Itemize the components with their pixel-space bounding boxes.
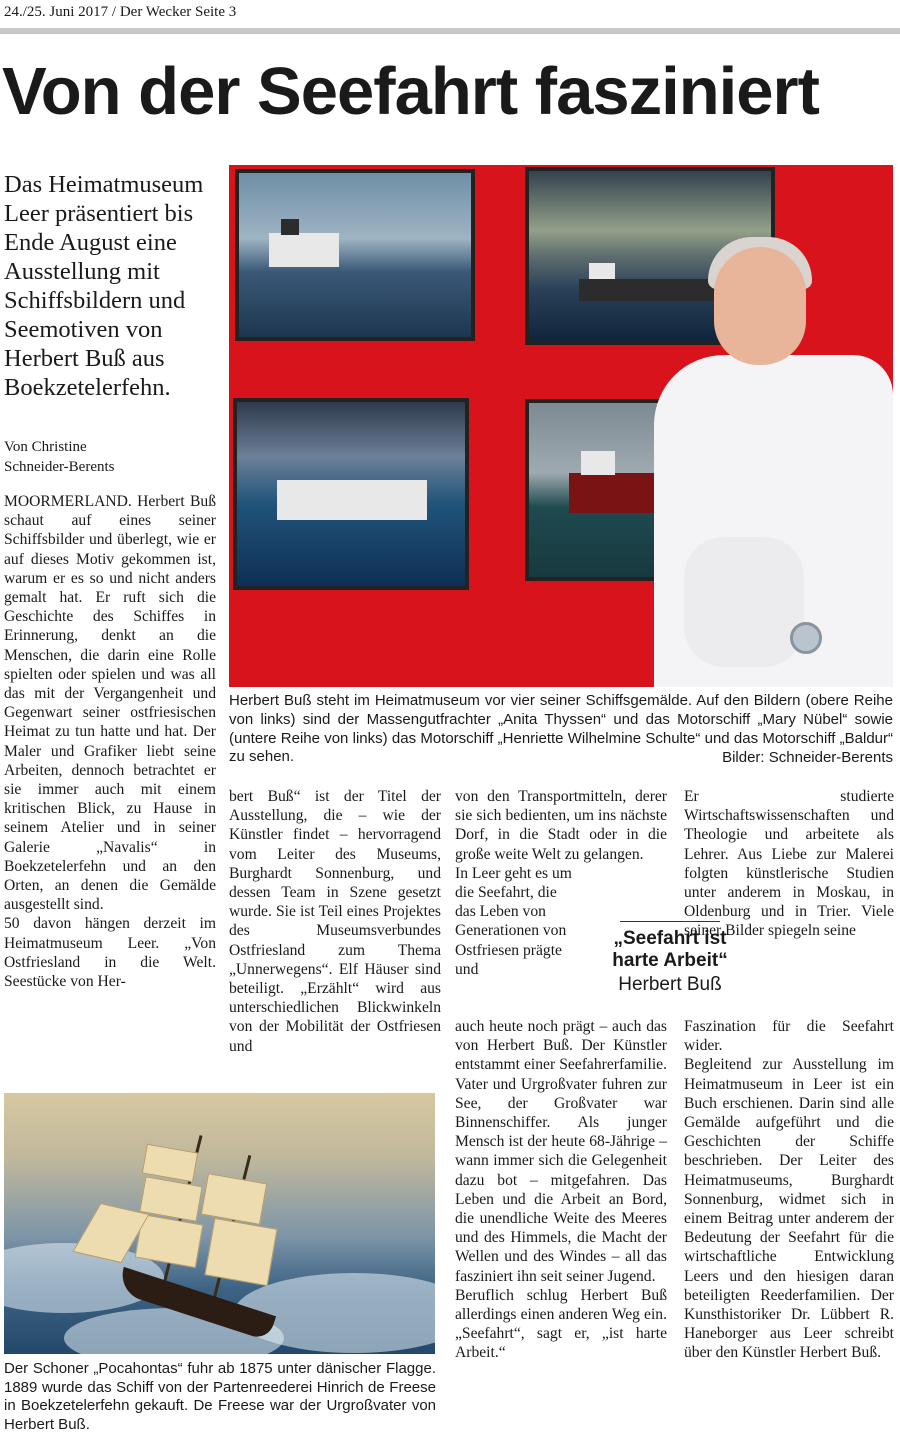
quote-rule: [620, 921, 720, 922]
paragraph: Faszination für die Seefahrt wider.: [684, 1018, 894, 1055]
paragraph: Er studierte Wirtschaftswissenschaften und Theologie und arbeitete als Lehrer. Aus Liebe zur Malerei folgten künstlerische Studien unter anderem in Moskau, in Oldenburg und in Trier. Viele seiner Bilder spiegeln seine: [684, 788, 894, 940]
painting-anita-thyssen: [235, 169, 475, 341]
paragraph: MOORMERLAND. Herbert Buß schaut auf eines seiner Schiffsbilder und überlegt, wie er auf dieses Motiv gekommen ist, warum er es so und nicht anders gemalt hat. Er ruft sich die Geschichte des Schiffes in Erinnerung, denkt an die Menschen, die darin eine Rolle spielten oder spielen und was all das mit der Vergangenheit und Gegenwart seiner ostfriesischen Heimat zu tun hatte und hat. Der Maler und Grafiker liebt seine Arbeiten, dennoch betrachtet er sie immer auch mit einem kritischen Blick, zu Hause in seinem Atelier und in seiner Galerie „Navalis“ in Boekzetelerfehn und an den Orten, an denen die Gemälde ausgestellt sind.: [4, 493, 216, 914]
quote-author: Herbert Buß: [618, 974, 722, 995]
byline-line-1: Von Christine: [4, 439, 87, 455]
lead-paragraph: Das Heimatmuseum Leer präsentiert bis Ende August eine Ausstellung mit Schiffsbildern und Seemotiven von Herbert Buß aus Boekzetelerfehn.: [4, 171, 204, 401]
paragraph: auch heute noch prägt – auch das von Herbert Buß. Der Künstler entstammt einer Seefahrerfamilie. Vater und Urgroßvater fuhren zur See, der Großvater war Binnenschiffer. Als junger Mensch ist der heute 68-Jährige – wann immer sich die Gelegenheit dazu bot – mitgefahren. Das Leben und die Arbeit an Bord, die unendliche Weite des Meeres und des Himmels, die Macht der Wellen und des Windes – all das fasziniert ihn seit seiner Jugend.: [455, 1018, 667, 1285]
page-header: [0, 0, 900, 28]
quote-line-2: harte Arbeit“: [612, 950, 728, 971]
paragraph: von den Transportmitteln, derer sie sich bedienten, um ins nächste Dorf, in die Stadt oder in die große weite Welt zu gelangen.: [455, 788, 667, 863]
photo-credit: Bilder: Schneider-Berents: [722, 749, 893, 766]
article-column-4-bottom: [684, 1017, 894, 1363]
paragraph: bert Buß“ ist der Titel der Ausstellung, die – wie der Künstler findet – hervorragend vom Leiter des Museums, Burghardt Sonnenburg, und dessen Team in Szene gesetzt wurde. Sie ist Teil eines Projektes des Museumsverbundes Ostfriesland zum Thema „Unnerwegens“. Elf Häuser sind beteiligt. „Erzählt“ wird aus unterschiedlichen Blickwinkeln von der Mobilität der Ostfriesen und: [229, 788, 441, 1055]
paragraph: 50 davon hängen derzeit im Heimatmuseum Leer. „Von Ostfriesland in die Welt. Seestücke von Her-: [4, 915, 216, 991]
painting-henriette-wilhelmine-schulte: [233, 398, 469, 590]
person-herbert-buss: [644, 237, 893, 687]
paragraph: Begleitend zur Ausstellung im Heimatmuseum in Leer ist ein Buch erschienen. Darin sind alle Gemälde aufgeführt und die Geschichten der Schiffe beschrieben. Der Leiter des Heimatmuseums, Burghardt Sonnenburg, widmet sich in einem Beitrag unter anderem der Bedeutung der Seefahrt für die wirtschaftliche Entwicklung Leers und den hiesigen daran beteiligten Reederfamilien. Der Kunsthistoriker Dr. Lübbert R. Haneborger aus Leer schreibt über den Künstler Herbert Buß.: [684, 1056, 894, 1362]
paragraph: In Leer geht es um die Seefahrt, die das Leben von Generationen von Ostfriesen prägte und: [455, 864, 572, 978]
article-column-1: [4, 492, 216, 991]
article-column-4-top: [684, 787, 894, 941]
quote-line-1: „Seefahrt ist: [613, 928, 727, 949]
pull-quote: [600, 921, 740, 996]
quote-text: [600, 928, 740, 972]
byline: [4, 437, 224, 477]
byline-line-2: Schneider-Berents: [4, 459, 115, 475]
main-photo: [229, 165, 893, 687]
article-column-3-bottom: [455, 1017, 667, 1363]
paragraph: Beruflich schlug Herbert Buß allerdings einen anderen Weg ein. „Seefahrt“, sagt er, „ist harte Arbeit.“: [455, 1286, 667, 1362]
article-column-2: [229, 787, 441, 1056]
watch-icon: [790, 622, 822, 654]
main-photo-caption: Herbert Buß steht im Heimatmuseum vor vier seiner Schiffsgemälde. Auf den Bildern (obere Reihe von links) sind der Massengutfrachter „Anita Thyssen“ und das Motorschiff „Mary Nübel“ sowie (untere Reihe von links) das Motorschiff „Henriette Wilhelmine Schulte“ und das Motorschiff „Baldur“ zu sehen.: [229, 692, 893, 766]
dateline: 24./25. Juni 2017 / Der Wecker Seite 3: [4, 4, 237, 20]
headline: Von der Seefahrt fasziniert: [2, 54, 819, 129]
header-divider: [0, 28, 900, 34]
schooner-painting-photo: [4, 1093, 435, 1354]
schooner-photo-caption: Der Schoner „Pocahontas“ fuhr ab 1875 unter dänischer Flagge. 1889 wurde das Schiff von der Partenreederei Hinrich de Freese in Boekzetelerfehn gekauft. De Freese war der Urgroßvater von Herbert Buß.: [4, 1360, 436, 1433]
